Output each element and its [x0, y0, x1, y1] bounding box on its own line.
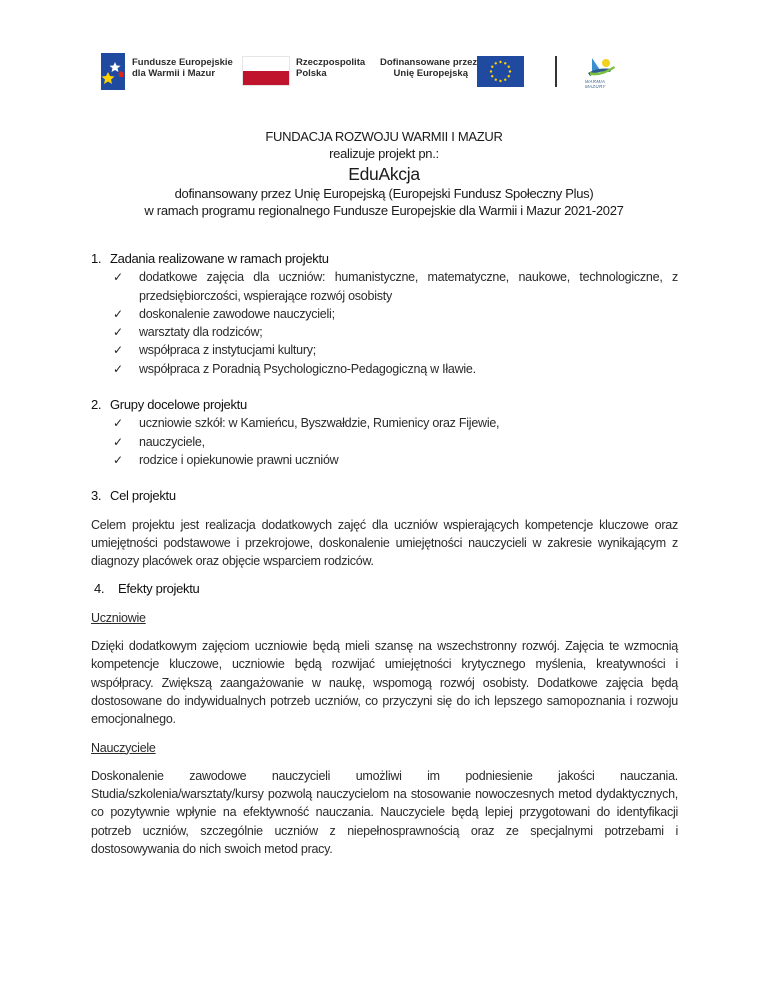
- eu-star-icon: [495, 79, 497, 81]
- list-item-text: warsztaty dla rodziców;: [139, 325, 263, 340]
- pl-logo-text: [296, 57, 365, 79]
- list-item-text: dodatkowe zajęcia dla uczniów: humanistyczne, matematyczne, naukowe, technologiczne, z przedsiębiorczości, wspierające rozwój osobisty: [139, 270, 678, 303]
- section-groups-heading: [91, 396, 678, 414]
- eu-star-icon: [508, 75, 510, 77]
- eu-star-icon: [491, 75, 493, 77]
- eu-star-icon: [490, 70, 492, 72]
- list-item: [113, 341, 678, 359]
- section-title: Efekty projektu: [118, 581, 200, 597]
- list-item: [113, 305, 678, 323]
- polish-flag-icon: [242, 56, 290, 86]
- organization-name: FUNDACJA ROZWOJU WARMII I MAZUR: [265, 129, 503, 144]
- list-item-text: rodzice i opiekunowie prawni uczniów: [139, 452, 339, 467]
- fe-line1: Fundusze Europejskie: [132, 57, 233, 68]
- tasks-list: [91, 268, 678, 378]
- eu-star-icon: [504, 62, 506, 64]
- pl-line1: Rzeczpospolita: [296, 57, 366, 68]
- students-subheading: Uczniowie: [91, 610, 146, 625]
- list-item-text: nauczyciele,: [139, 434, 205, 449]
- fe-line2: dla Warmii i Mazur: [132, 68, 216, 79]
- list-item-text: współpraca z Poradnią Psychologiczno-Pedagogiczną w Iławie.: [139, 361, 476, 376]
- section-number: 4.: [94, 581, 105, 597]
- list-item-text: współpraca z instytucjami kultury;: [139, 343, 316, 358]
- eu-star-icon: [495, 62, 497, 64]
- teachers-subheading: Nauczyciele: [91, 740, 156, 755]
- project-name: EduAkcja: [348, 164, 420, 184]
- eu-star-icon: [504, 79, 506, 81]
- wm-line2: MAZURY: [585, 84, 606, 89]
- list-item-text: uczniowie szkół: w Kamieńcu, Byszwałdzie, Rumienicy oraz Fijewie,: [139, 416, 500, 431]
- eu-flag-icon: [477, 56, 524, 87]
- checkmark-icon: ✓: [113, 361, 123, 376]
- eu-star-icon: [491, 66, 493, 68]
- eu-star-icon: [499, 80, 501, 82]
- checkmark-icon: ✓: [113, 434, 123, 449]
- wm-logo-text: [585, 79, 606, 89]
- eu-logo-text: [380, 57, 478, 79]
- checkmark-icon: ✓: [113, 452, 123, 467]
- list-item: [113, 268, 678, 305]
- list-item: [113, 360, 678, 378]
- teachers-paragraph: Doskonalenie zawodowe nauczycieli umożliwi im podniesienie jakości nauczania. Studia/szkolenia/warsztaty/kursy pozwolą nauczycielom na stosowanie nowoczesnych metod dydaktycznych, co pozytywnie wpłynie na efektywność nauczania. Nauczyciele będą lepiej przygotowani do identyfikacji potrzeb uczniów, szczególnie uczniów z niepełnosprawnością oraz ze specjalnymi potrzebami i dostosowywania do nich swoich metod pracy.: [91, 768, 678, 857]
- eu-star-icon: [499, 61, 501, 63]
- list-item: [113, 414, 678, 432]
- fe-logo-text: [132, 57, 233, 79]
- students-paragraph: Dzięki dodatkowym zajęciom uczniowie będą mieli szansę na wszechstronny rozwój. Zajęcia te wzmocnią kompetencje kluczowe, uczniowie będą rozwijać umiejętności krytycznego myślenia, kreatywności i współpracy. Zwiększą zaangażowanie w naukę, wspomogą rozwój osobisty. Dodatkowe zajęcia będą dostosowane do indywidualnych potrzeb uczniów, co przyczyni się do ich lepszego samopoznania i rozwoju emocjonalnego.: [91, 639, 678, 727]
- document-body: [91, 250, 678, 858]
- goal-paragraph: Celem projektu jest realizacja dodatkowych zajęć dla uczniów wspierających kompetencje kluczowe oraz umiejętności podstawowe i przekrojowe, doskonalenie umiejętności nauczycieli w zakresie wynikającym z diagnozy placówek oraz objęcie wsparciem rodziców.: [91, 517, 678, 569]
- list-item-text: doskonalenie zawodowe nauczycieli;: [139, 306, 335, 321]
- eu-line2: Unię Europejską: [393, 68, 468, 79]
- section-title: Zadania realizowane w ramach projektu: [110, 251, 329, 266]
- fundusze-europejskie-logo-icon: [101, 53, 125, 90]
- checkmark-icon: ✓: [113, 306, 123, 321]
- wm-line1: WARMIA: [585, 79, 606, 84]
- checkmark-icon: ✓: [113, 416, 123, 431]
- section-title: Grupy docelowe projektu: [110, 397, 247, 413]
- title-intro: realizuje projekt pn.:: [329, 146, 439, 161]
- section-goal-heading: [91, 487, 678, 505]
- section-title: Cel projektu: [110, 488, 176, 504]
- list-item: [113, 433, 678, 451]
- pl-line2: Polska: [296, 68, 327, 79]
- list-item: [113, 451, 678, 469]
- checkmark-icon: ✓: [113, 270, 123, 285]
- eu-star-icon: [509, 70, 511, 72]
- program-line: w ramach programu regionalnego Fundusze Europejskie dla Warmii i Mazur 2021-2027: [144, 203, 624, 218]
- section-number: 3.: [91, 488, 102, 504]
- title-block: [0, 128, 768, 219]
- list-item: [113, 323, 678, 341]
- eu-line1: Dofinansowane przez: [380, 57, 478, 68]
- section-tasks-heading: [91, 250, 678, 268]
- section-number: 2.: [91, 397, 102, 413]
- funding-line: dofinansowany przez Unię Europejską (Europejski Fundusz Społeczny Plus): [174, 186, 594, 201]
- section-number: 1.: [91, 251, 102, 266]
- eu-star-icon: [508, 66, 510, 68]
- checkmark-icon: ✓: [113, 343, 123, 358]
- groups-list: [91, 414, 678, 469]
- checkmark-icon: ✓: [113, 325, 123, 340]
- logo-bar: [0, 0, 768, 110]
- section-effects-heading: [91, 580, 678, 598]
- logo-divider: [555, 56, 557, 87]
